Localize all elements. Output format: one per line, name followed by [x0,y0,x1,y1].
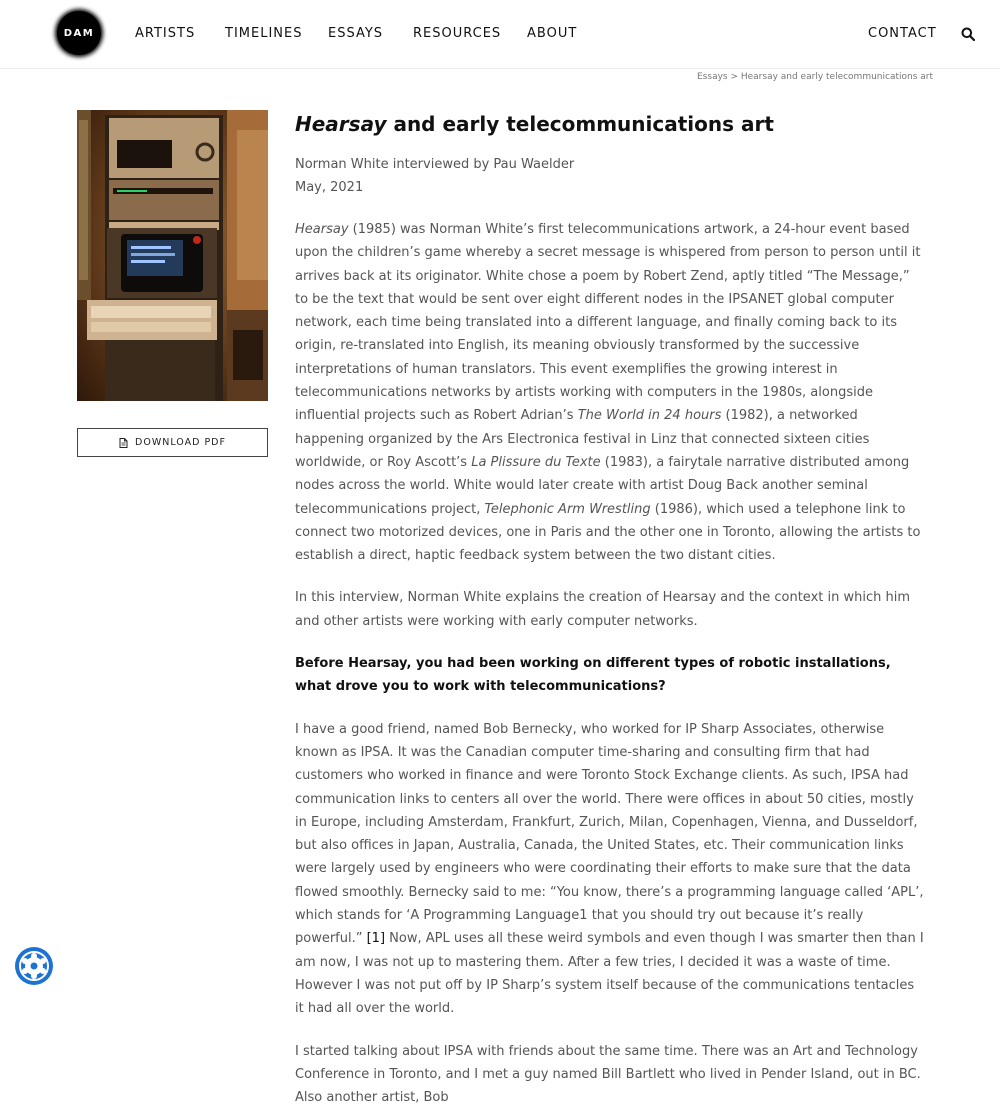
intro-text: (1985) was Norman White’s first telecommunications artwork, a 24-hour event based upon the children’s game whereby a secret message is whispered from person to person until it arrives back at its originator. White chose a poem by Robert Zend, aptly titled “The Message,” to be the text that would be sent over eight different nodes in the IPSANET global computer network, each time being translated into a different language, and finally coming back to its origin, re-translated into English, its meaning obviously transformed by the successive interpretations of human translators. This event exemplifies the growing interest in telecommunications networks by artists working with computers in the 1980s, alongside influential projects such as Robert Adrian’s [295,222,920,423]
nav-item-resources[interactable]: RESOURCES [413,26,501,42]
nav-item-artists[interactable]: ARTISTS [135,26,195,42]
article-byline: Norman White interviewed by Pau Waelder [295,153,925,176]
article-title-italic: Hearsay [295,112,386,136]
intro-text: (1983), a fairytale narrative distributed among nodes across the world. White would later create with artist Doug Back another seminal telecommunications project, [295,455,909,517]
nav-item-contact[interactable]: CONTACT [868,26,937,42]
interview-question: Before Hearsay, you had been working on different types of robotic installations, what drove you to work with telecommunications? [295,652,925,699]
download-pdf-button[interactable] [77,428,268,457]
article-title-rest: and early telecommunications art [386,112,773,136]
file-icon [119,438,128,448]
article [295,110,925,1109]
site-logo[interactable] [57,11,101,55]
nav-item-about[interactable]: ABOUT [527,26,577,42]
accessibility-button[interactable] [15,947,53,985]
interview-answer [295,718,925,1021]
intro-text: (1986), which used a telephone link to connect two motorized devices, one in Paris and the other one in Toronto, allowing the artists to establish a direct, haptic feedback system between the two distant cities. [295,502,920,564]
work-title: Hearsay [295,222,349,237]
nav-item-essays[interactable]: ESSAYS [328,26,383,42]
search-icon[interactable] [961,27,975,41]
article-title [295,110,925,138]
accessibility-icon [19,951,49,981]
interview-answer: I started talking about IPSA with friends about the same time. There was an Art and Technology Conference in Toronto, and I met a guy named Bill Bartlett who lived in Pender Island, out in BC. Also another artist, Bob [295,1040,925,1109]
answer-text: I have a good friend, named Bob Bernecky, who worked for IP Sharp Associates, otherwise known as IPSA. It was the Canadian computer time-sharing and consulting firm that had customers who worked in finance and were Toronto Stock Exchange clients. As such, IPSA had communication links to centers all over the world. There were offices in about 50 cities, mostly in Europe, including Amsterdam, Frankfurt, Zurich, Milan, Copenhagen, Vienna, and Dusseldorf, but also offices in Japan, Australia, Canada, the United States, etc. Their communication links were largely used by engineers who were coordinating their efforts to make sure that the data flowed smoothly. Bernecky said to me: “You know, there’s a programming language called ‘APL’, which stands for ‘A Programming Language1 that you should try out because it’s really powerful.” [295,722,924,947]
work-title: La Plissure du Texte [471,455,600,470]
logo-text: DAM [64,28,95,39]
intro-paragraph [295,218,925,567]
work-title: Telephonic Arm Wrestling [485,502,651,517]
breadcrumb[interactable]: Essays > Hearsay and early telecommunications art [697,72,933,82]
article-date: May, 2021 [295,176,925,199]
nav-item-timelines[interactable]: TIMELINES [225,26,302,42]
intro-text: (1982), a networked happening organized by the Ars Electronica festival in Linz that connected sixteen cities worldwide, or Roy Ascott’s [295,408,869,470]
article-meta [295,153,925,199]
footnote-link[interactable]: [1] [367,931,385,946]
artwork-photo [77,110,268,401]
answer-text: Now, APL uses all these weird symbols and even though I was smarter then than I am now, I was not up to mastering them. After a few tries, I decided it was a waste of time. However I was not put off by IP Sharp’s system itself because of the communications tentacles it had all over the world. [295,931,924,1016]
site-header [0,0,1000,69]
download-pdf-label: DOWNLOAD PDF [135,437,226,448]
work-title: The World in 24 hours [578,408,722,423]
intro-paragraph-2: In this interview, Norman White explains the creation of Hearsay and the context in which him and other artists were working with early computer networks. [295,586,925,633]
